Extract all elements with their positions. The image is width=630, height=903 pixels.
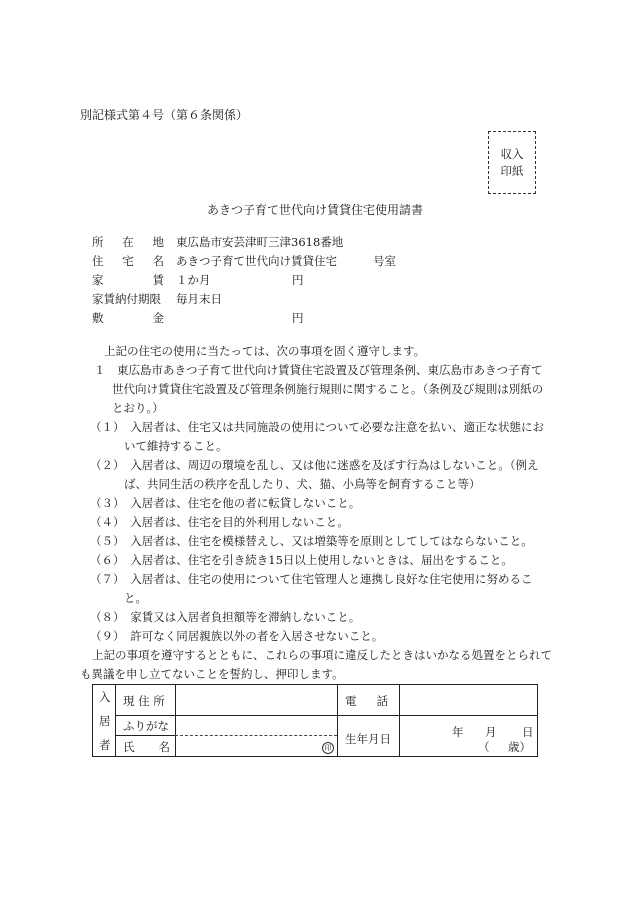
location-value: 東広島市安芸津町三津3618番地 bbox=[176, 235, 344, 249]
furigana-label: ふりがな bbox=[123, 719, 169, 733]
sub-item-4: （４） 入居者は、住宅を目的外利用しないこと。 bbox=[90, 515, 349, 529]
terms-body bbox=[80, 342, 552, 684]
document-title: あきつ子育て世代向け賃貸住宅使用請書 bbox=[206, 203, 423, 217]
revenue-stamp-box bbox=[488, 131, 536, 194]
sub-item-5: （５） 入居者は、住宅を模様替えし、又は増築等を原則としてしてはならないこと。 bbox=[90, 534, 533, 548]
birth-day-unit: 日 bbox=[522, 725, 534, 739]
stamp-label-line1: 収入 bbox=[500, 146, 524, 161]
sub-item-7: （７） 入居者は、住宅の使用について住宅管理人と連携し良好な住宅使用に努めること。 bbox=[90, 572, 533, 605]
birth-year-unit: 年 bbox=[452, 725, 464, 739]
name-label: 氏 名 bbox=[123, 740, 170, 754]
resident-side-3: 者 bbox=[99, 738, 111, 752]
current-address-field[interactable] bbox=[177, 687, 335, 713]
address-label: 住 宅 名 bbox=[92, 254, 164, 268]
address-value: あきつ子育て世代向け賃貸住宅 bbox=[176, 254, 337, 268]
birth-label: 生年月日 bbox=[345, 732, 391, 746]
age-open: （ bbox=[478, 740, 490, 754]
rent-label: 家 賃 bbox=[92, 273, 164, 287]
sub-item-8: （８） 家賃又は入居者負担額等を滞納しないこと。 bbox=[90, 610, 361, 624]
deposit-unit: 円 bbox=[292, 311, 304, 325]
sub-item-9: （９） 許可なく同居親族以外の者を入居させないこと。 bbox=[90, 629, 384, 643]
seal-mark: 印 bbox=[322, 742, 334, 754]
intro-paragraph: 上記の住宅の使用に当たっては、次の事項を固く遵守します。 bbox=[104, 344, 426, 358]
phone-label: 電 話 bbox=[345, 694, 388, 708]
sub-item-1: （１） 入居者は、住宅又は共同施設の使用について必要な注意を払い、適正な状態において維持すること。 bbox=[90, 420, 545, 453]
sub-item-6: （６） 入居者は、住宅を引き続き15日以上使用しないときは、届出をすること。 bbox=[90, 553, 513, 567]
item-1: １ 東広島市あきつ子育て世代向け賃貸住宅設置及び管理条例、東広島市あきつ子育て世代向け賃貸住宅設置及び管理条例施行規則に関すること。（条例及び規則は別紙のとおり。） bbox=[94, 363, 544, 415]
form-reference: 別記様式第４号（第６条関係） bbox=[80, 108, 249, 122]
resident-table bbox=[92, 684, 538, 757]
name-field[interactable] bbox=[177, 737, 317, 755]
birth-month-unit: 月 bbox=[485, 725, 497, 739]
rent-unit: 円 bbox=[292, 273, 304, 287]
phone-field[interactable] bbox=[401, 687, 535, 713]
deposit-label: 敷 金 bbox=[92, 311, 164, 325]
resident-side-1: 入 bbox=[99, 690, 111, 704]
deadline-label: 家賃納付期限 bbox=[92, 292, 161, 306]
deadline-value: 毎月末日 bbox=[176, 292, 222, 306]
furigana-field[interactable] bbox=[177, 717, 335, 734]
sub-item-2: （２） 入居者は、周辺の環境を乱し、又は他に迷惑を及ぼす行為はしないこと。（例えば、共同生活の秩序を乱したり、犬、猫、小鳥等を飼育すること等） bbox=[90, 458, 539, 491]
location-label: 所 在 地 bbox=[92, 235, 164, 249]
closing-paragraph: 上記の事項を遵守するとともに、これらの事項に違反したときはいかなる処置をとられても異議を申し立てないことを誓約し、押印します。 bbox=[80, 648, 552, 681]
rent-value: １か月 bbox=[176, 273, 211, 287]
current-address-label: 現 住 所 bbox=[123, 694, 165, 708]
sub-item-3: （３） 入居者は、住宅を他の者に転貸しないこと。 bbox=[90, 496, 361, 510]
age-unit: 歳） bbox=[508, 740, 531, 754]
stamp-label-line2: 印紙 bbox=[500, 163, 524, 178]
resident-side-2: 居 bbox=[99, 714, 111, 728]
room-suffix: 号室 bbox=[373, 254, 396, 268]
